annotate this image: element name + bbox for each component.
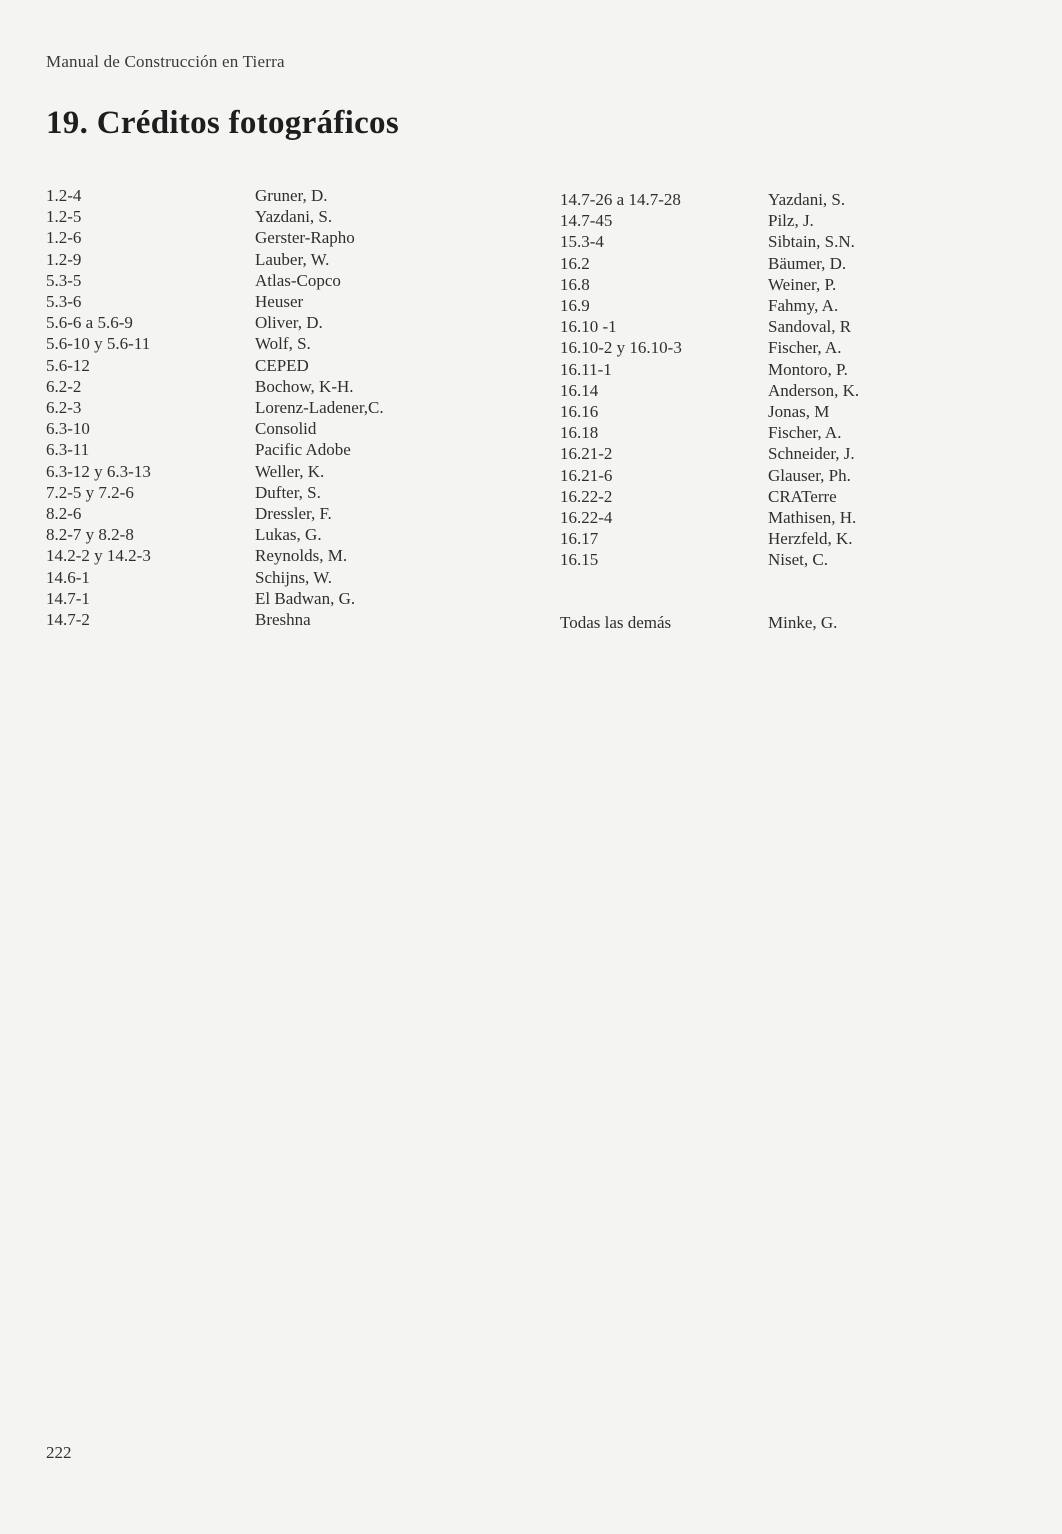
running-header: Manual de Construcción en Tierra	[46, 52, 285, 71]
photo-author: Pilz, J.	[768, 211, 814, 231]
figure-reference: 6.2-3	[46, 398, 82, 418]
figure-reference: 16.9	[560, 296, 590, 316]
credit-row	[46, 588, 384, 609]
photo-author: Dressler, F.	[255, 504, 332, 524]
figure-reference: 6.3-11	[46, 440, 90, 460]
figure-reference: 14.7-26 a 14.7-28	[560, 190, 681, 209]
figure-reference: 16.16	[560, 402, 599, 422]
photo-author: CEPED	[255, 355, 309, 375]
figure-reference: 1.2-9	[46, 249, 82, 269]
credit-row	[560, 443, 859, 464]
photo-author: Oliver, D.	[255, 313, 323, 333]
figure-reference: 5.3-5	[46, 270, 82, 290]
figure-reference: 6.3-10	[46, 419, 90, 439]
photo-author: Schijns, W.	[255, 567, 332, 587]
figure-reference: 16.10-2 y 16.10-3	[560, 338, 682, 358]
credit-row	[46, 312, 384, 333]
photo-author: Weller, K.	[255, 461, 325, 481]
figure-reference: 16.22-2	[560, 486, 613, 506]
photo-author: El Badwan, G.	[255, 588, 356, 608]
photo-author: Anderson, K.	[768, 380, 860, 400]
photo-author: Consolid	[255, 419, 317, 439]
photo-author: Herzfeld, K.	[768, 529, 853, 549]
credit-row	[560, 507, 859, 528]
photo-author: Breshna	[255, 610, 311, 630]
credit-row	[560, 422, 859, 443]
photo-author: Fischer, A.	[768, 423, 842, 443]
credit-row	[46, 609, 384, 630]
credit-row	[46, 461, 384, 482]
photo-author: Dufter, S.	[255, 482, 321, 502]
figure-reference: 6.3-12 y 6.3-13	[46, 461, 151, 481]
figure-reference: 16.18	[560, 423, 599, 443]
credit-row	[560, 253, 859, 274]
credit-row	[46, 545, 384, 566]
credits-right-column	[560, 189, 859, 633]
credit-row	[560, 380, 859, 401]
credit-row	[560, 486, 859, 507]
photo-author: Lukas, G.	[255, 525, 322, 545]
figure-reference: 16.8	[560, 274, 590, 294]
figure-reference: 16.21-6	[560, 465, 613, 485]
credit-row-other	[560, 612, 859, 633]
photo-author: Minke, G.	[768, 612, 838, 632]
figure-reference: 14.7-2	[46, 610, 90, 630]
photo-author: Gruner, D.	[255, 186, 328, 205]
photo-author: Reynolds, M.	[255, 546, 348, 566]
photo-author: Wolf, S.	[255, 334, 311, 354]
figure-reference: 8.2-7 y 8.2-8	[46, 525, 134, 545]
figure-reference: 16.22-4	[560, 508, 613, 528]
figure-reference: 5.3-6	[46, 292, 82, 312]
figure-reference: 14.7-1	[46, 588, 90, 608]
credit-row	[560, 274, 859, 295]
figure-reference: Todas las demás	[560, 612, 672, 632]
photo-author: Lauber, W.	[255, 249, 330, 269]
credit-row	[560, 465, 859, 486]
credits-left-column	[46, 185, 384, 630]
photo-author: CRATerre	[768, 486, 837, 506]
photo-author: Sandoval, R	[768, 317, 852, 337]
figure-reference: 16.10 -1	[560, 317, 617, 337]
photo-author: Gerster-Rapho	[255, 228, 355, 248]
figure-reference: 1.2-4	[46, 186, 82, 205]
credit-row	[560, 210, 859, 231]
credit-row	[46, 567, 384, 588]
figure-reference: 14.2-2 y 14.2-3	[46, 546, 151, 566]
figure-reference: 15.3-4	[560, 232, 604, 252]
photo-author: Pacific Adobe	[255, 440, 351, 460]
credit-row	[46, 227, 384, 248]
figure-reference: 16.17	[560, 529, 599, 549]
photo-author: Sibtain, S.N.	[768, 232, 855, 252]
photo-author: Lorenz-Ladener,C.	[255, 398, 384, 418]
figure-reference: 6.2-2	[46, 376, 82, 396]
credit-row	[560, 528, 859, 549]
photo-author: Montoro, P.	[768, 359, 848, 379]
figure-reference: 16.11-1	[560, 359, 612, 379]
credit-row	[560, 295, 859, 316]
photo-author: Jonas, M	[768, 402, 830, 422]
credit-row	[560, 189, 859, 210]
figure-reference: 14.6-1	[46, 567, 90, 587]
credit-row	[46, 503, 384, 524]
figure-reference: 7.2-5 y 7.2-6	[46, 482, 134, 502]
credit-row	[46, 185, 384, 206]
photo-author: Fahmy, A.	[768, 296, 839, 316]
credit-row	[46, 397, 384, 418]
figure-reference: 1.2-5	[46, 207, 82, 227]
figure-reference: 5.6-6 a 5.6-9	[46, 313, 133, 333]
photo-author: Bäumer, D.	[768, 253, 847, 273]
page-title: 19. Créditos fotográficos	[46, 105, 400, 141]
photo-author: Yazdani, S.	[255, 207, 333, 227]
figure-reference: 16.14	[560, 380, 599, 400]
credit-row	[560, 549, 859, 570]
photo-author: Glauser, Ph.	[768, 465, 851, 485]
credit-row	[560, 401, 859, 422]
photo-author: Schneider, J.	[768, 444, 855, 464]
figure-reference: 5.6-10 y 5.6-11	[46, 334, 151, 354]
figure-reference: 16.2	[560, 253, 590, 273]
photo-author: Niset, C.	[768, 550, 828, 570]
credit-row	[560, 316, 859, 337]
figure-reference: 14.7-45	[560, 211, 613, 231]
credit-row	[46, 355, 384, 376]
credit-row	[46, 206, 384, 227]
photo-author: Atlas-Copco	[255, 270, 341, 290]
credit-row	[46, 270, 384, 291]
photo-author: Fischer, A.	[768, 338, 842, 358]
credit-row	[46, 524, 384, 545]
credit-row	[560, 359, 859, 380]
photo-author: Yazdani, S.	[768, 190, 846, 209]
figure-reference: 8.2-6	[46, 504, 82, 524]
credit-row	[46, 439, 384, 460]
figure-reference: 1.2-6	[46, 228, 82, 248]
figure-reference: 16.15	[560, 550, 599, 570]
photo-author: Bochow, K-H.	[255, 376, 354, 396]
credit-row	[46, 249, 384, 270]
credit-row	[46, 291, 384, 312]
credit-row	[46, 333, 384, 354]
figure-reference: 5.6-12	[46, 355, 90, 375]
credit-row	[46, 376, 384, 397]
credit-row	[46, 482, 384, 503]
page-number: 222	[46, 1443, 72, 1462]
credit-row	[46, 418, 384, 439]
photo-author: Weiner, P.	[768, 274, 837, 294]
photo-author: Mathisen, H.	[768, 508, 857, 528]
figure-reference: 16.21-2	[560, 444, 613, 464]
credit-row	[560, 231, 859, 252]
credit-row	[560, 337, 859, 358]
photo-author: Heuser	[255, 292, 304, 312]
